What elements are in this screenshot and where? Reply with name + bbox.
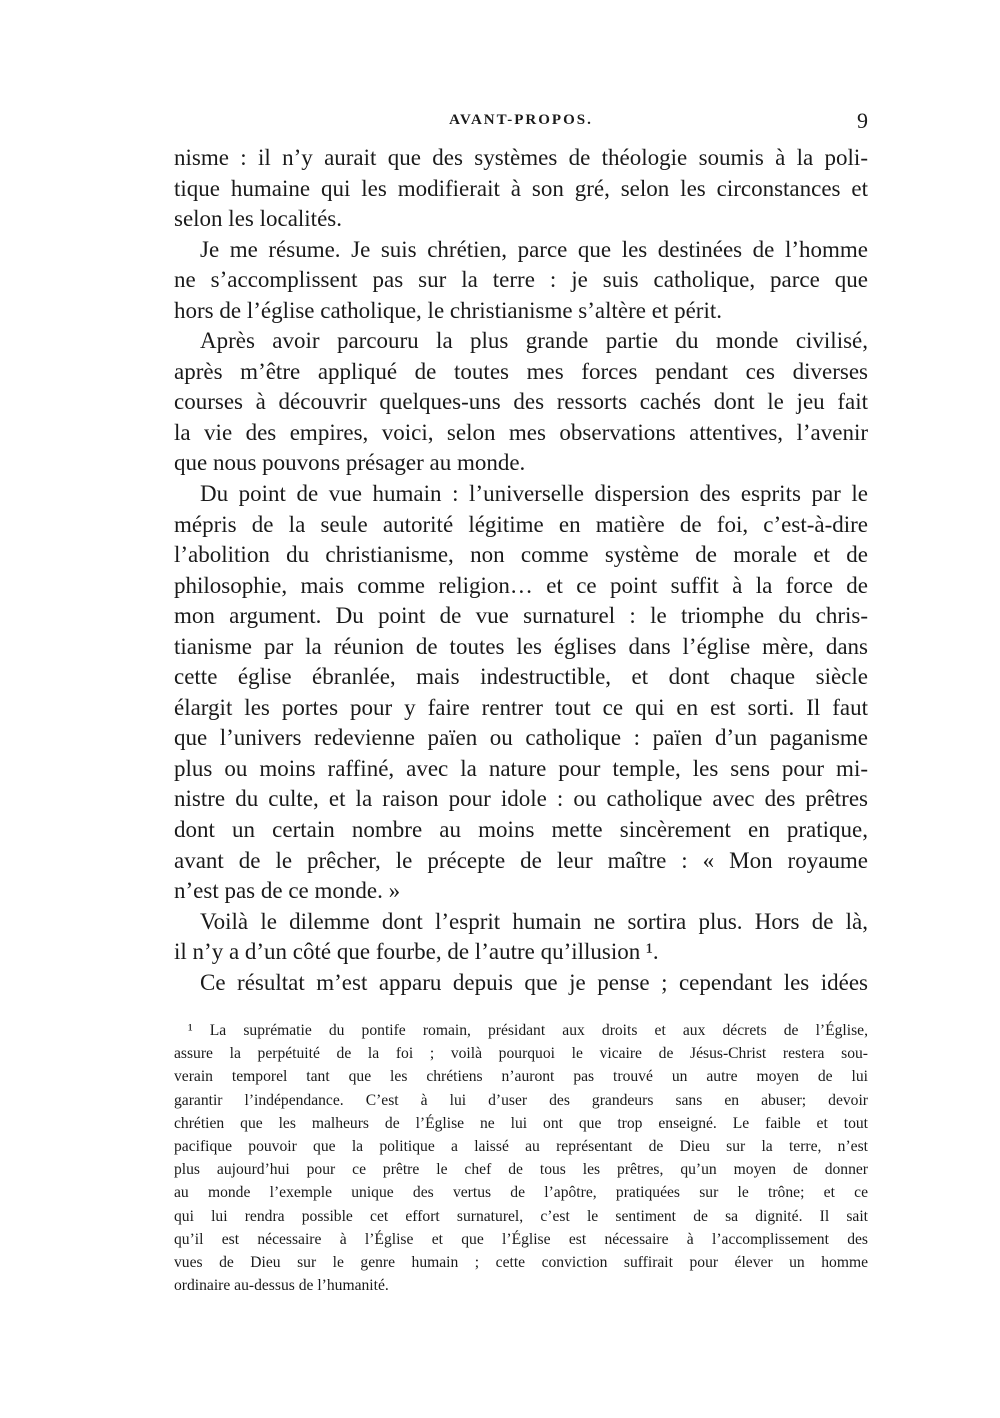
footnote-line: ordinaire au-dessus de l’humanité.: [174, 1277, 389, 1295]
text-line: dont un certain nombre au moins mette sincèrement en pratique,: [174, 817, 868, 843]
text-line: hors de l’église catholique, le christianisme s’altère et périt.: [174, 297, 722, 323]
text-line: n’est pas de ce monde. »: [174, 878, 401, 904]
text-line: que l’univers redevienne païen ou catholique : païen d’un paganisme: [174, 725, 868, 751]
text-line: Voilà le dilemme dont l’esprit humain ne sortira plus. Hors de là,: [200, 908, 868, 934]
text-line: élargit les portes pour y faire rentrer tout ce qui en est sorti. Il faut: [174, 694, 868, 720]
text-line: mon argument. Du point de vue surnaturel : le triomphe du chris-: [174, 603, 868, 629]
text-line: tianisme par la réunion de toutes les églises dans l’église mère, dans: [174, 633, 868, 659]
text-line: que nous pouvons présager au monde.: [174, 450, 526, 476]
footnote-line: verain temporel tant que les chrétiens n’auront pas trouvé un autre moyen de lui: [174, 1068, 868, 1086]
footnote-line: garantir l’indépendance. C’est à lui d’user des grandeurs sans en abuser; devoir: [174, 1091, 868, 1109]
footnote-line: qui lui rendra possible cet effort surnaturel, c’est le sentiment de sa dignité. Il sait: [174, 1207, 868, 1225]
text-line: selon les localités.: [174, 206, 342, 232]
text-line: Après avoir parcouru la plus grande partie du monde civilisé,: [200, 328, 868, 354]
text-line: courses à découvrir quelques-uns des ressorts cachés dont le jeu fait: [174, 389, 868, 415]
text-line: cette église ébranlée, mais indestructible, et dont chaque siècle: [174, 664, 868, 690]
text-line: l’abolition du christianisme, non comme système de morale et de: [174, 542, 868, 568]
footnotes: [174, 1019, 868, 1297]
text-line: nistre du culte, et la raison pour idole : ou catholique avec des prêtres: [174, 786, 868, 812]
text-line: mépris de la seule autorité légitime en matière de foi, c’est-à-dire: [174, 511, 868, 537]
footnote-line: ¹ La suprématie du pontife romain, présidant aux droits et aux décrets de l’Église,: [188, 1022, 868, 1039]
footnote-line: assure la perpétuité de la foi ; voilà pourquoi le vicaire de Jésus-Christ restera sou-: [174, 1045, 868, 1063]
text-line: Je me résume. Je suis chrétien, parce que les destinées de l’homme: [200, 236, 868, 262]
footnote-line: pacifique pouvoir que la politique a laissé au représentant de Dieu sur la terre, n’est: [174, 1137, 868, 1155]
text-line: il n’y a d’un côté que fourbe, de l’autre qu’illusion ¹.: [174, 939, 659, 965]
text-line: nisme : il n’y aurait que des systèmes de théologie soumis à la poli-: [174, 145, 868, 170]
text-line: Ce résultat m’est apparu depuis que je pense ; cependant les idées: [200, 969, 868, 995]
running-title: AVANT-PROPOS.: [449, 112, 593, 128]
text-line: philosophie, mais comme religion… et ce point suffit à la force de: [174, 572, 868, 598]
footnote-line: au monde l’exemple unique des vertus de l’apôtre, pratiquées sur le trône; et ce: [174, 1184, 868, 1202]
page-number: 9: [857, 108, 868, 133]
running-head: [174, 108, 868, 138]
footnote-line: plus aujourd’hui pour ce prêtre le chef de tous les prêtres, qu’un moyen de donner: [174, 1161, 868, 1179]
text-line: la vie des empires, voici, selon mes observations attentives, l’avenir: [174, 419, 868, 445]
text-line: Du point de vue humain : l’universelle dispersion des esprits par le: [200, 481, 868, 507]
body-text: [174, 143, 868, 998]
text-line: plus ou moins raffiné, avec la nature pour temple, les sens pour mi-: [174, 755, 868, 781]
text-line: tique humaine qui les modifierait à son gré, selon les circonstances et: [174, 175, 868, 201]
text-line: ne s’accomplissent pas sur la terre : je suis catholique, parce que: [174, 267, 868, 293]
text-line: avant de le prêcher, le précepte de leur maître : « Mon royaume: [174, 847, 868, 873]
text-line: après m’être appliqué de toutes mes forces pendant ces diverses: [174, 358, 868, 384]
footnote-line: chrétien que les malheurs de l’Église ne lui ont que trop enseigné. Le faible et tout: [174, 1114, 868, 1132]
footnote-line: qu’il est nécessaire à l’Église et que l’Église est nécessaire à l’accomplissement des: [174, 1230, 868, 1248]
footnote-line: vues de Dieu sur le genre humain ; cette conviction suffirait pour élever un homme: [174, 1253, 868, 1271]
